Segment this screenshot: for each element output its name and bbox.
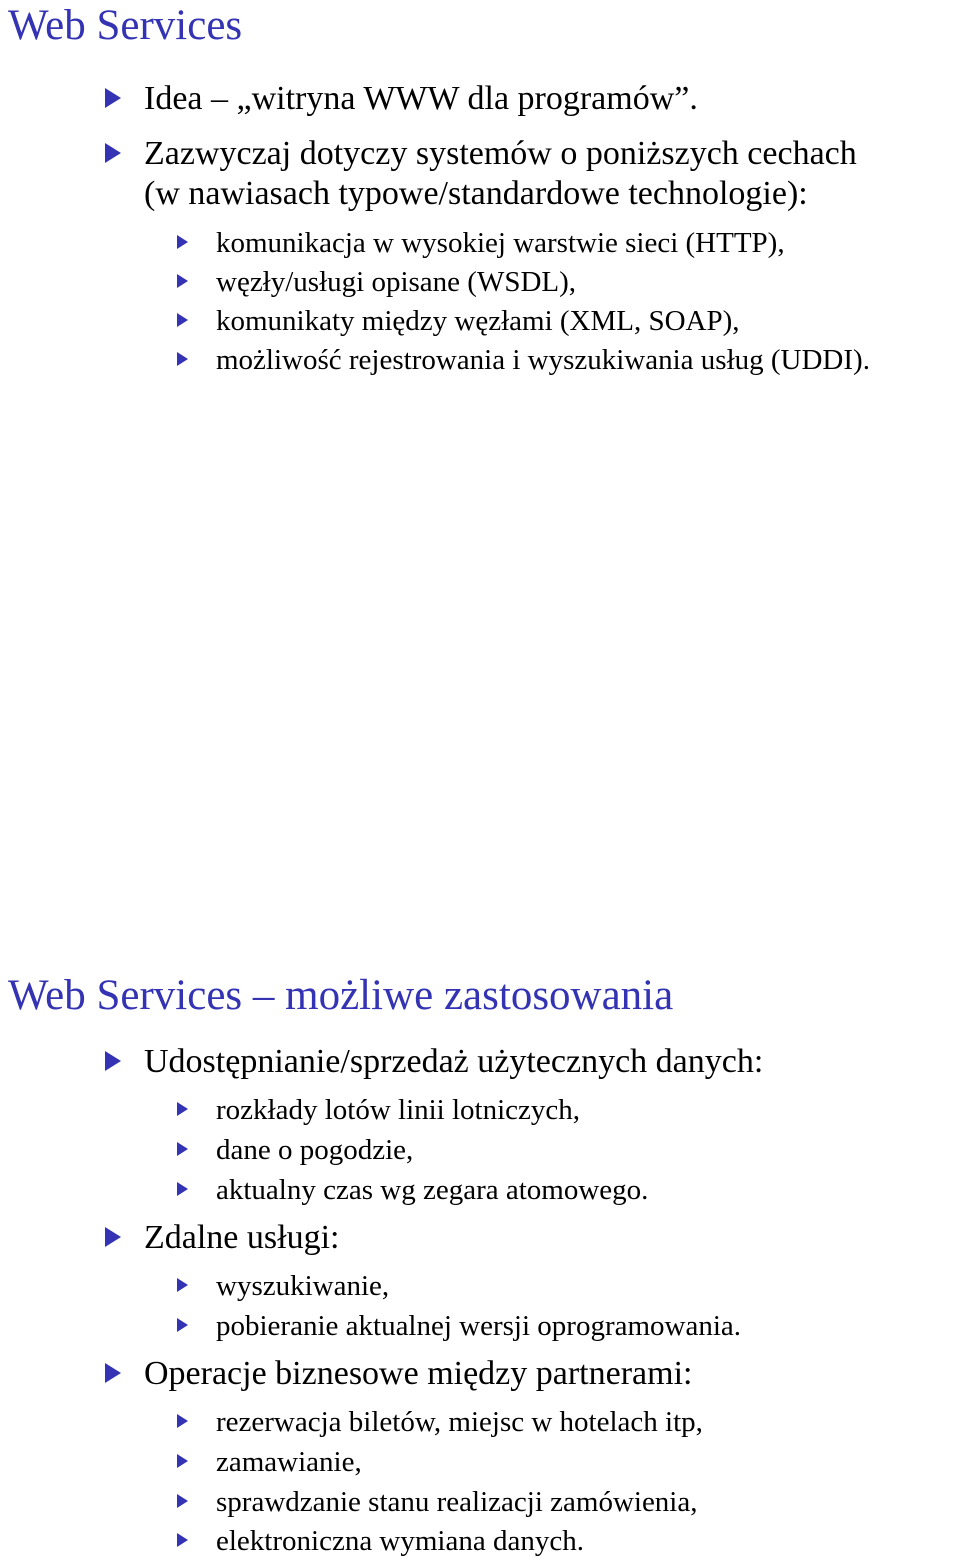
list-item-text: Udostępnianie/sprzedaż użytecznych danych: [144, 1043, 764, 1080]
small-triangle-bullet-icon [177, 1278, 188, 1292]
list-item-text-continued: (w nawiasach typowe/standardowe technologie): [144, 175, 808, 212]
sub-list-item-text: komunikacja w wysokiej warstwie sieci (HTTP), [216, 227, 785, 259]
sub-list-item-text: elektroniczna wymiana danych. [216, 1525, 584, 1557]
sub-list-item-text: aktualny czas wg zegara atomowego. [216, 1174, 649, 1206]
triangle-bullet-icon [105, 143, 121, 163]
sub-list-item-text: dane o pogodzie, [216, 1134, 414, 1166]
small-triangle-bullet-icon [177, 1142, 188, 1156]
sub-list-item-text: rozkłady lotów linii lotniczych, [216, 1094, 581, 1126]
small-triangle-bullet-icon [177, 235, 188, 249]
triangle-bullet-icon [105, 88, 121, 108]
sub-list-item-text: sprawdzanie stanu realizacji zamówienia, [216, 1486, 698, 1518]
triangle-bullet-icon [105, 1227, 121, 1247]
list-item-text: Idea – „witryna WWW dla programów”. [144, 80, 698, 117]
small-triangle-bullet-icon [177, 1414, 188, 1428]
slide-title: Web Services [8, 2, 243, 49]
small-triangle-bullet-icon [177, 313, 188, 327]
small-triangle-bullet-icon [177, 1318, 188, 1332]
sub-list-item-text: zamawianie, [216, 1446, 362, 1478]
small-triangle-bullet-icon [177, 274, 188, 288]
triangle-bullet-icon [105, 1363, 121, 1383]
sub-list-item-text: rezerwacja biletów, miejsc w hotelach itp, [216, 1406, 703, 1438]
small-triangle-bullet-icon [177, 352, 188, 366]
triangle-bullet-icon [105, 1051, 121, 1071]
small-triangle-bullet-icon [177, 1494, 188, 1508]
sub-list-item-text: komunikaty między węzłami (XML, SOAP), [216, 305, 740, 337]
small-triangle-bullet-icon [177, 1182, 188, 1196]
sub-list-item-text: pobieranie aktualnej wersji oprogramowania. [216, 1310, 742, 1342]
slide-title: Web Services – możliwe zastosowania [8, 972, 674, 1019]
small-triangle-bullet-icon [177, 1454, 188, 1468]
sub-list-item-text: wyszukiwanie, [216, 1270, 390, 1302]
small-triangle-bullet-icon [177, 1533, 188, 1547]
sub-list-item-text: możliwość rejestrowania i wyszukiwania usług (UDDI). [216, 344, 870, 376]
sub-list-item-text: węzły/usługi opisane (WSDL), [216, 266, 577, 298]
list-item-text: Zdalne usługi: [144, 1219, 340, 1256]
list-item-text: Zazwyczaj dotyczy systemów o poniższych cechach [144, 135, 857, 172]
list-item-text: Operacje biznesowe między partnerami: [144, 1355, 693, 1392]
small-triangle-bullet-icon [177, 1102, 188, 1116]
